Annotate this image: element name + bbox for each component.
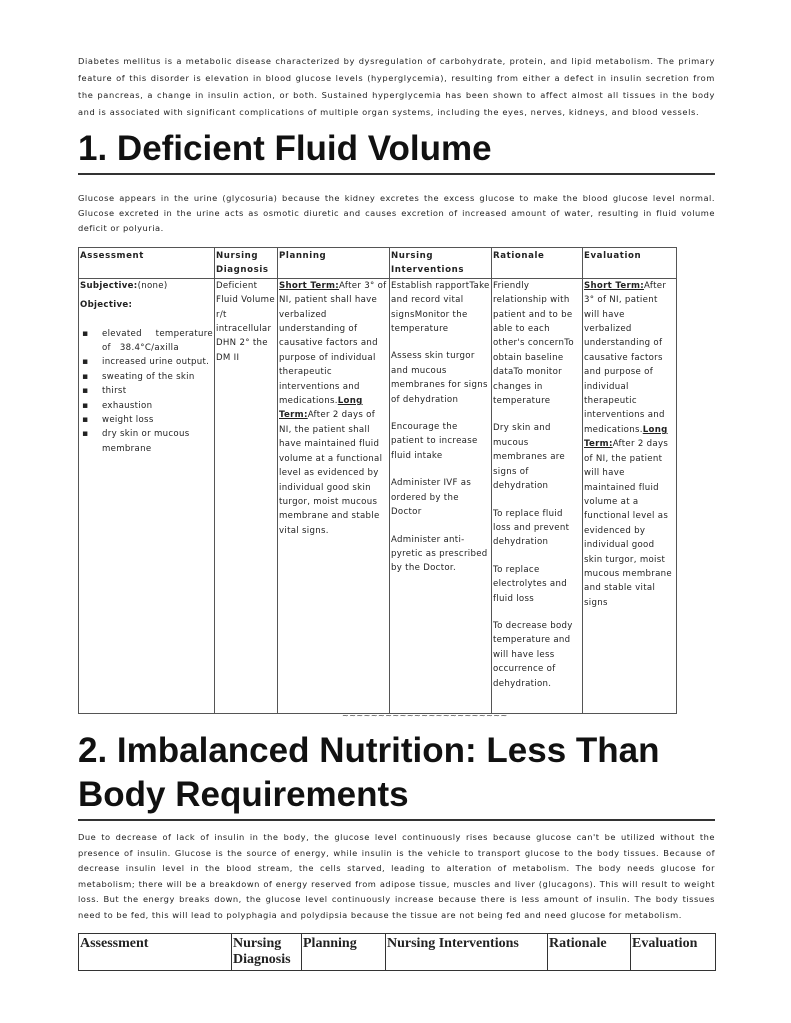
assessment-cell	[79, 278, 215, 713]
list-item: ▪ exhaustion	[80, 399, 213, 413]
header-planning: Planning	[302, 934, 386, 971]
header-assessment: Assessment	[79, 248, 215, 279]
evaluation-cell: Short Term:After 3° of NI, patient will have verbalized understanding of causative factors and purpose of individual therapeutic interventions and medications.Long Term:After 2 days of NI, the patient will have maintained fluid volume at a functional level as evidenced by individual good skin turgor, moist mucous membrane and stable vital signs	[583, 278, 677, 713]
list-item: ▪ thirst	[80, 384, 213, 398]
header-rationale: Rationale	[492, 248, 583, 279]
header-nursing-diagnosis: Nursing Diagnosis	[232, 934, 302, 971]
intervention-item: Assess skin turgor and mucous membranes for signs of dehydration	[391, 351, 488, 405]
diagnosis-cell: Deficient Fluid Volume r/t intracellular DHN 2° the DM II	[215, 278, 278, 713]
rationale-item: Dry skin and mucous membranes are signs of dehydration	[493, 423, 566, 492]
rationale-item: To decrease body temperature and will have less occurrence of dehydration.	[493, 620, 573, 689]
subjective-line: Subjective:(none)	[80, 280, 168, 291]
rationale-item: To replace fluid loss and prevent dehydration	[493, 508, 570, 548]
intervention-item: Administer IVF as ordered by the Doctor	[391, 478, 472, 518]
list-item: ▪ sweating of the skin	[80, 370, 213, 384]
interventions-cell	[390, 278, 492, 713]
header-planning: Planning	[278, 248, 390, 279]
intervention-item: Establish rapportTake and record vital signsMonitor the temperature	[391, 280, 490, 335]
list-item: ▪ elevated temperature of 38.4°C/axilla	[80, 327, 213, 356]
care-plan-table-1	[78, 247, 677, 714]
list-item: ▪ weight loss	[80, 413, 213, 427]
list-item: ▪ increased urine output.	[80, 355, 213, 369]
intervention-item: Encourage the patient to increase fluid intake	[391, 422, 478, 461]
header-assessment: Assessment	[79, 934, 232, 971]
header-nursing-interventions: Nursing Interventions	[386, 934, 548, 971]
rationale-item: Friendly relationship with patient and to be able to each other's concernTo obtain baseline dataTo monitor changes in temperature	[493, 280, 574, 407]
intro-paragraph: Diabetes mellitus is a metabolic disease characterized by dysregulation of carbohydrate, protein, and lipid metabolism. The primary feature of this disorder is elevation in blood glucose levels (hyperglycemia), resulting from either a defect in insulin secretion from the pancreas, a change in insulin action, or both. Sustained hyperglycemia has been shown to affect almost all tissues in the body and is associated with significant complications of multiple organ systems, including the eyes, nerves, kidneys, and blood vessels.	[78, 56, 715, 117]
table-header-row	[79, 248, 677, 279]
section-1-paragraph: Glucose appears in the urine (glycosuria) because the kidney excretes the excess glucose to make the blood glucose level normal. Glucose excreted in the urine acts as osmotic diuretic and causes excretion of increased amount of water, resulting in fluid volume deficit or polyuria.	[78, 193, 715, 233]
section-1-heading: 1. Deficient Fluid Volume	[78, 127, 715, 175]
care-plan-table-2	[78, 933, 716, 971]
table-header-row	[79, 934, 716, 971]
rationale-item: To replace electrolytes and fluid loss	[493, 564, 567, 604]
table-row	[79, 278, 677, 713]
header-rationale: Rationale	[548, 934, 631, 971]
list-item: ▪ dry skin or mucous membrane	[80, 427, 213, 456]
header-evaluation: Evaluation	[631, 934, 716, 971]
section-2-heading: 2. Imbalanced Nutrition: Less Than Body Requirements	[78, 729, 715, 821]
header-nursing-diagnosis: Nursing Diagnosis	[215, 248, 278, 279]
header-nursing-interventions: Nursing Interventions	[390, 248, 492, 279]
section-2-paragraph: Due to decrease of lack of insulin in the body, the glucose level continuously rises because glucose can't be utilized without the presence of insulin. Glucose is the source of energy, while insulin is the vehicle to transport glucose to the body tissues. Because of decrease insulin level in the blood stream, the cells starved, leading to alteration of metabolism. The body needs glucose for metabolism; there will be a breakdown of energy reserved from adipose tissue, muscles and liver (glucagons). This will result to weight loss. But the energy breaks down, the glucose level continuously increase because there is less amount of insulin. The body tissues need to be fed, this will lead to polyphagia and polydipsia because the tissue are not being fed and need glucose for metabolism.	[78, 832, 715, 920]
header-evaluation: Evaluation	[583, 248, 677, 279]
planning-cell: Short Term:After 3° of NI, patient shall have verbalized understanding of causative factors and purpose of individual therapeutic interventions and medications.Long Term:After 2 days of NI, the patient shall have maintained fluid volume at a functional level as evidenced by individual good skin turgor, moist mucous membrane and stable vital signs.	[278, 278, 390, 713]
intervention-item: Administer anti-pyretic as prescribed by the Doctor.	[391, 534, 488, 574]
section-separator: ~~~~~~~~~~~~~~~~~~~~~~~	[342, 711, 508, 720]
rationale-cell	[492, 278, 583, 713]
objective-list	[80, 327, 213, 457]
objective-label: Objective:	[80, 300, 133, 311]
